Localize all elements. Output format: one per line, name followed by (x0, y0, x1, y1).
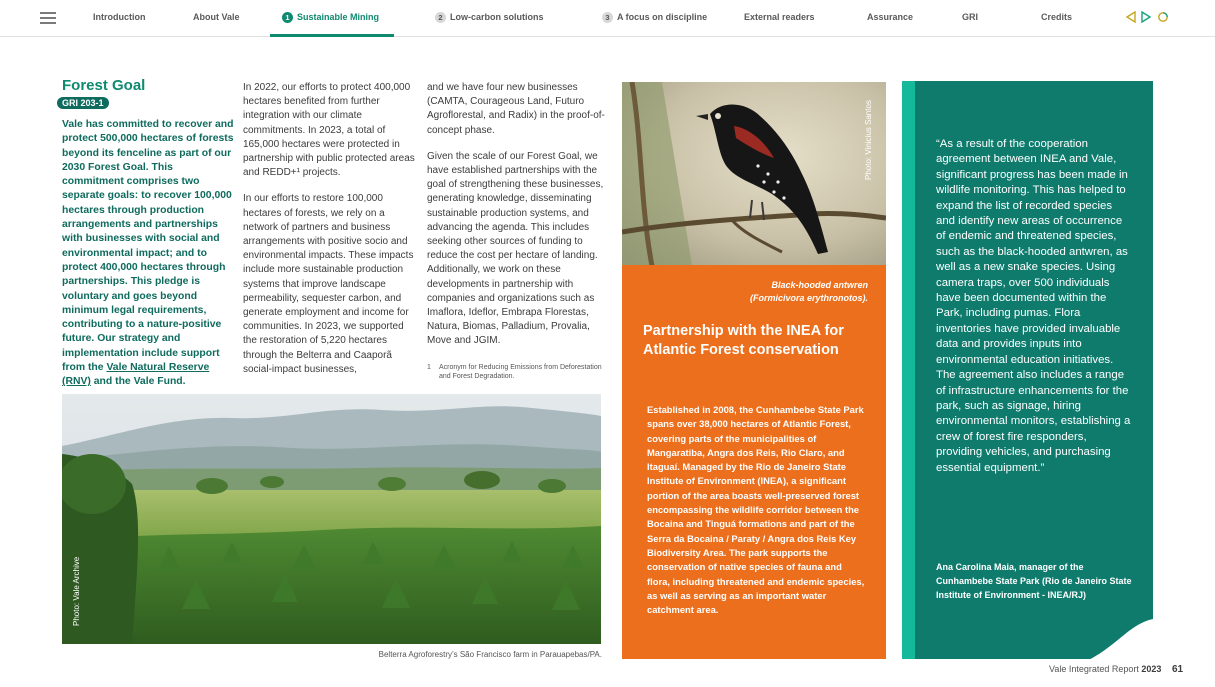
nav-number-badge: 2 (435, 12, 446, 23)
bird-common-name: Black-hooded antwren (771, 280, 868, 290)
footnote (427, 363, 605, 381)
prev-arrow-icon[interactable] (1125, 11, 1137, 23)
black-hooded-antwren-photo (622, 82, 886, 266)
paragraph: In 2022, our efforts to protect 400,000 hectares benefited from further integration with our climate commitments. In 2023, a total of 165,000 hectares were protected in partnership with public protected areas and REDD+¹ projects. (243, 82, 415, 179)
intro-text-tail: and the Vale Fund. (90, 376, 186, 388)
report-year: 2023 (1141, 664, 1162, 674)
photo-credit: Photo: Vinicius Santos (864, 100, 873, 180)
testimonial-quote: “As a result of the cooperation agreement between INEA and Vale, significant progress has been made in wildlife monitoring. This has helped to expand the list of recorded species and identify new areas of occurrence of endemic and threatened species, such as the black-hooded antwren, as well as a new snake species. Using camera traps, over 500 individuals have been documented within the Park, including pumas. Flora inventories have provided invaluable data and provides inputs into environmental education initiatives. The agreement also includes a range of infrastructure enhancements for the park, such as signage, hiring environmental monitors, establishing a crew of forest fire responders, providing vehicles, and purchasing essential equipment.” (936, 138, 1131, 474)
page-footer (1049, 664, 1183, 675)
nav-item-gri[interactable]: GRI (962, 12, 979, 22)
refresh-icon[interactable] (1157, 11, 1169, 23)
nav-item-introduction[interactable]: Introduction (93, 12, 146, 22)
body-column-3 (427, 81, 605, 361)
page-curl-decoration (1080, 618, 1160, 664)
quote-card-accent-bar (902, 81, 915, 659)
bird-scientific-name: (Formicivora erythronotos). (749, 292, 868, 303)
page-number: 61 (1171, 664, 1184, 675)
partnership-body: Established in 2008, the Cunhambebe State Park spans over 38,000 hectares of Atlantic Forest, covering parts of the municipalities of Mangaratiba, Angra dos Reis, Rio Claro, and Itaguaí. Managed by the Rio de Janeiro State Institute of Environment (INEA), a significant portion of the area boasts well-preserved forest encompassing the wildlife corridor between the Bocaina and Tinguá formations and part of the Serra da Bocaina / Paraty / Angra dos Reis Key Biodiversity Area. The park supports the conservation of native species of fauna and flora, including threatened and endemic species, as well as serving as an important water catchment area. (647, 404, 865, 616)
intro-column (62, 118, 234, 390)
nav-number-badge: 1 (282, 12, 293, 23)
footnote-text: Acronym for Reducing Emissions from Deforestation and Forest Degradation. (439, 364, 602, 380)
quote-author: Ana Carolina Maia, manager of the Cunhambebe State Park (Rio de Janeiro State Institute of Environment - INEA/RJ) (936, 562, 1132, 601)
nav-number-badge: 3 (602, 12, 613, 23)
nav-item-low-carbon-solutions[interactable]: 2 Low-carbon solutions (435, 12, 544, 23)
intro-text: Vale has committed to recover and protect 500,000 hectares of forests beyond its fenceline as part of our 2030 Forest Goal. This commitment comprises two separate goals: to recover 100,000 hectares through production arrangements and partnerships with businesses with social and environmental impact; and to protect 400,000 hectares through partnerships. This pledge is voluntary and goes beyond minimum legal requirements, contributing to a nature-positive future. Our strategy and implementation include support from the (62, 119, 234, 374)
section-title: Forest Goal (62, 77, 146, 94)
partnership-title: Partnership with the INEA for Atlantic Forest conservation (643, 323, 844, 358)
nav-item-credits[interactable]: Credits (1041, 12, 1073, 22)
gri-badge: GRI 203-1 (57, 97, 109, 109)
hamburger-menu-icon[interactable] (40, 11, 56, 25)
nav-item-external-readers[interactable]: External readers (744, 12, 815, 22)
active-tab-indicator (270, 34, 394, 37)
next-arrow-icon[interactable] (1140, 11, 1152, 23)
footnote-number: 1 (427, 364, 431, 371)
paragraph: In our efforts to restore 100,000 hectares of forests, we rely on a network of partners and business arrangements with positive socio and environmental impacts. These impacts include more sustainable production systems that improve landscape permeability, sequester carbon, and generate employment and income for communities. In 2023, we supported the restoration of 5,220 hectares through the Belterra and Caaporã social-impact businesses, (243, 193, 414, 375)
body-column-2 (243, 81, 415, 389)
bird-caption (622, 279, 868, 304)
report-name: Vale Integrated Report (1049, 664, 1139, 674)
top-navigation (0, 0, 1215, 37)
photo-caption: Belterra Agroforestry’s São Francisco farm in Parauapebas/PA. (378, 650, 602, 659)
paragraph: and we have four new businesses (CAMTA, Courageous Land, Futuro Agroflorestal, and Radix) in the proof-of-concept phase. (427, 82, 605, 136)
agroforestry-landscape-photo (62, 394, 601, 644)
paragraph: Given the scale of our Forest Goal, we have established partnerships with the goal of strengthening these businesses, generating knowledge, disseminating sustainable production systems, and advancing the agenda. This includes seeking other sources of funding to reduce the cost per hectare of landing. Additionally, we work on these developments in partnership with companies and organizations such as Imaflora, Ideflor, Embrapa Florestas, Natura, Biomas, Palladium, Provalia, Move and JGIM. (427, 150, 604, 347)
vale-natural-reserve-link[interactable]: Vale Natural Reserve (RNV) (62, 362, 210, 388)
nav-item-assurance[interactable]: Assurance (867, 12, 914, 22)
photo-credit: Photo: Vale Archive (72, 556, 81, 626)
nav-item-sustainable-mining[interactable]: 1 Sustainable Mining (282, 12, 379, 23)
nav-item-about-vale[interactable]: About Vale (193, 12, 240, 22)
nav-item-focus-on-discipline[interactable]: 3 A focus on discipline (602, 12, 707, 23)
